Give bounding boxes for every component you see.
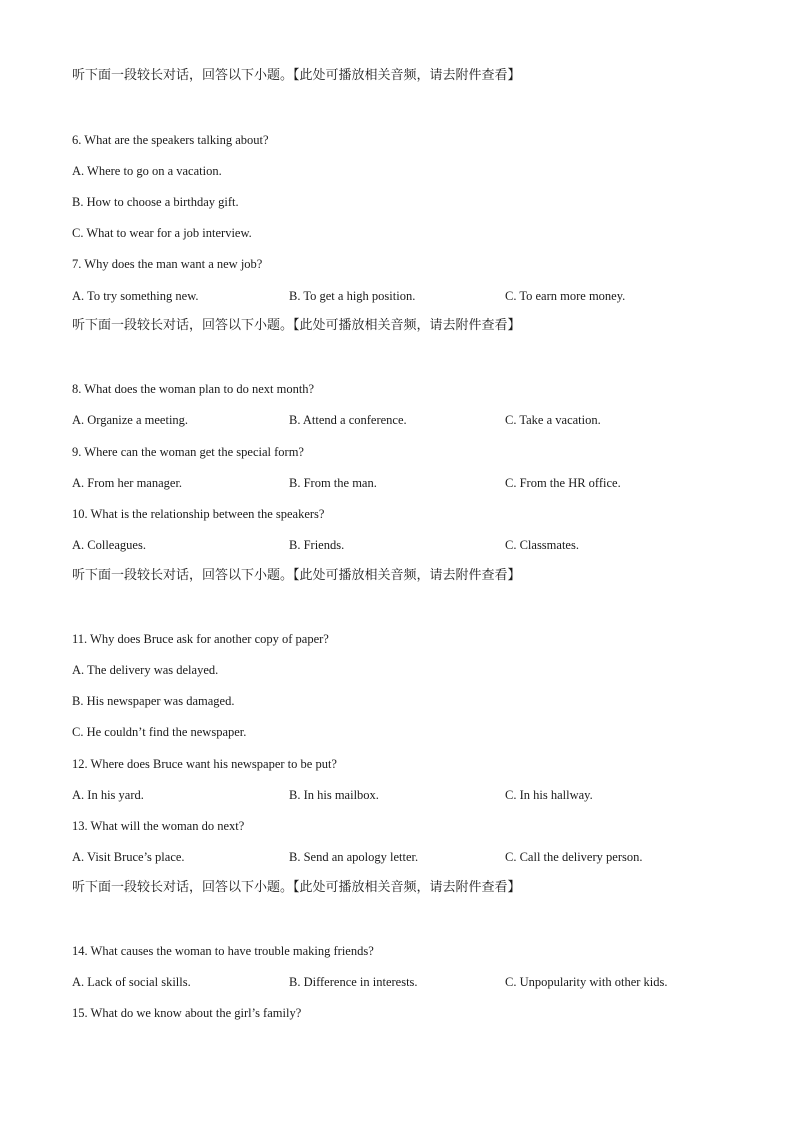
q6-option-a: A. Where to go on a vacation. [72, 164, 222, 178]
question-11: 11. Why does Bruce ask for another copy of paper? [72, 632, 329, 646]
q12-option-c: C. In his hallway. [505, 788, 593, 802]
listening-instruction: 听下面一段较长对话，回答以下小题。【此处可播放相关音频，请去附件查看】 [72, 568, 521, 583]
q8-option-a: A. Organize a meeting. [72, 413, 189, 427]
question-7: 7. Why does the man want a new job? [72, 257, 263, 271]
listening-instruction: 听下面一段较长对话，回答以下小题。【此处可播放相关音频，请去附件查看】 [72, 880, 521, 895]
q11-option-b: B. His newspaper was damaged. [72, 694, 235, 708]
q6-option-c: C. What to wear for a job interview. [72, 226, 252, 240]
q7-option-c: C. To earn more money. [505, 289, 626, 303]
q13-option-b: B. Send an apology letter. [289, 850, 419, 864]
q6-option-b: B. How to choose a birthday gift. [72, 195, 239, 209]
question-15: 15. What do we know about the girl’s family? [72, 1006, 302, 1020]
q9-option-c: C. From the HR office. [505, 476, 621, 490]
q7-option-a: A. To try something new. [72, 289, 199, 303]
q12-option-b: B. In his mailbox. [289, 788, 379, 802]
q14-option-b: B. Difference in interests. [289, 975, 418, 989]
listening-instruction: 听下面一段较长对话，回答以下小题。【此处可播放相关音频，请去附件查看】 [72, 318, 521, 333]
q14-option-c: C. Unpopularity with other kids. [505, 975, 668, 989]
question-12: 12. Where does Bruce want his newspaper to be put? [72, 757, 337, 771]
question-10: 10. What is the relationship between the speakers? [72, 507, 325, 521]
question-13: 13. What will the woman do next? [72, 819, 245, 833]
q10-option-a: A. Colleagues. [72, 538, 146, 552]
q13-option-c: C. Call the delivery person. [505, 850, 643, 864]
listening-instruction: 听下面一段较长对话，回答以下小题。【此处可播放相关音频，请去附件查看】 [72, 68, 521, 83]
q10-option-b: B. Friends. [289, 538, 345, 552]
q11-option-a: A. The delivery was delayed. [72, 663, 219, 677]
q10-option-c: C. Classmates. [505, 538, 579, 552]
q14-option-a: A. Lack of social skills. [72, 975, 191, 989]
q8-option-c: C. Take a vacation. [505, 413, 601, 427]
question-9: 9. Where can the woman get the special form? [72, 445, 304, 459]
q8-option-b: B. Attend a conference. [289, 413, 407, 427]
q13-option-a: A. Visit Bruce’s place. [72, 850, 185, 864]
q9-option-b: B. From the man. [289, 476, 377, 490]
q12-option-a: A. In his yard. [72, 788, 144, 802]
question-14: 14. What causes the woman to have trouble making friends? [72, 944, 374, 958]
question-8: 8. What does the woman plan to do next month? [72, 382, 315, 396]
q7-option-b: B. To get a high position. [289, 289, 416, 303]
q9-option-a: A. From her manager. [72, 476, 183, 490]
q11-option-c: C. He couldn’t find the newspaper. [72, 725, 247, 739]
question-6: 6. What are the speakers talking about? [72, 133, 269, 147]
